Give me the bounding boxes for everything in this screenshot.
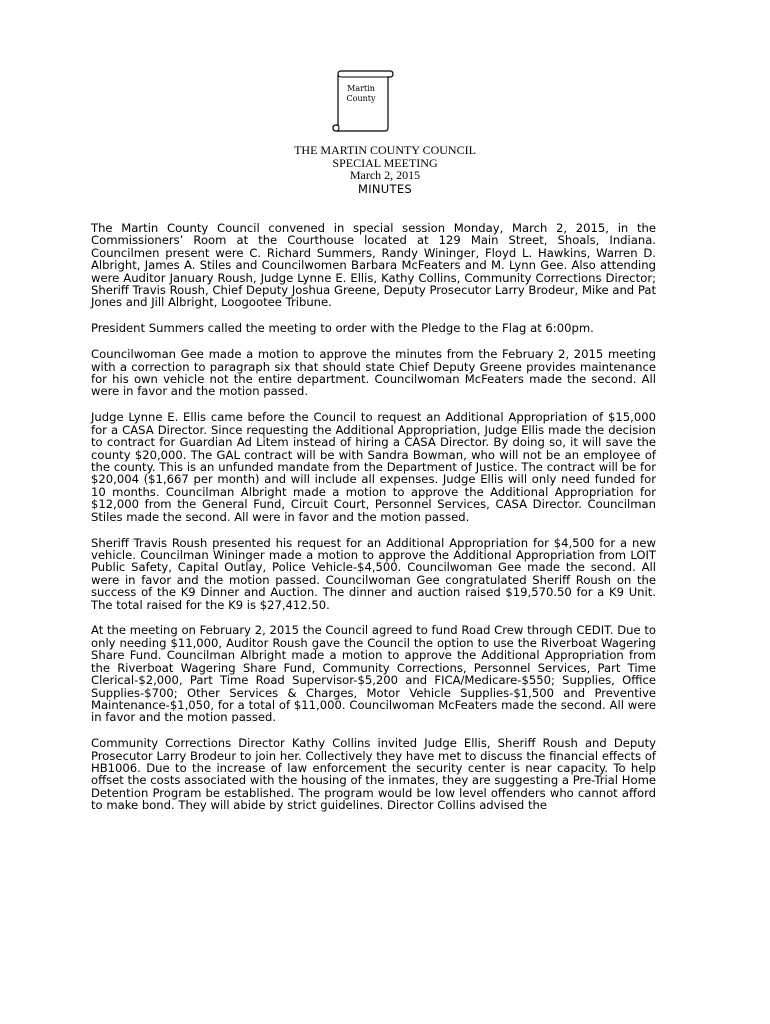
minutes-body	[91, 222, 656, 825]
paragraph-community-corrections: Community Corrections Director Kathy Collins invited Judge Ellis, Sheriff Roush and Deputy Prosecutor Larry Brodeur to join her. Collectively they have met to discuss the financial effects of HB1006. Due to the increase of law enforcement the security center is near capacity. To help offset the costs associated with the housing of the inmates, they are suggesting a Pre-Trial Home Detention Program be established. The program would be low level offenders who cannot afford to make bond. They will abide by strict guidelines. Director Collins advised the	[91, 736, 656, 813]
logo-line-2: County	[346, 94, 376, 103]
minutes-heading: MINUTES	[357, 181, 413, 196]
paragraph-casa-director: Judge Lynne E. Ellis came before the Council to request an Additional Appropriation of $15,000 for a CASA Director. Since requesting the Additional Appropriation, Judge Ellis made the decision to contract for Guardian Ad Litem instead of hiring a CASA Director. By doing so, it will save the county $20,000. The GAL contract will be with Sandra Bowman, who will not be an employee of the county. This is an unfunded mandate from the Department of Justice. The contract will be for $20,004 ($1,667 per month) and will include all expenses. Judge Ellis will only need funded for 10 months. Councilman Albright made a motion to approve the Additional Appropriation for $12,000 from the General Fund, Circuit Court, Personnel Services, CASA Director. Councilman Stiles made the second. All were in favor and the motion passed.	[91, 410, 656, 524]
logo-line-1: Martin	[347, 84, 375, 93]
paragraph-approve-minutes: Councilwoman Gee made a motion to approve the minutes from the February 2, 2015 meeting with a correction to paragraph six that should state Chief Deputy Greene provides maintenance for his own vehicle not the entire department. Councilwoman McFeaters made the second. All were in favor and the motion passed.	[91, 347, 656, 399]
logo-text	[333, 84, 389, 104]
paragraph-call-to-order: President Summers called the meeting to order with the Pledge to the Flag at 6:00pm.	[91, 321, 594, 336]
council-title: THE MARTIN COUNTY COUNCIL	[294, 143, 476, 157]
paragraph-road-crew: At the meeting on February 2, 2015 the Council agreed to fund Road Crew through CEDIT. Due to only needing $11,000, Auditor Roush gave the Council the option to use the Riverboat Wagering Share Fund. Councilman Albright made a motion to approve the Additional Appropriation from the Riverboat Wagering Share Fund, Community Corrections, Personnel Services, Part Time Clerical-$2,000, Part Time Road Supervisor-$5,200 and FICA/Medicare-$550; Supplies, Office Supplies-$700; Other Services & Charges, Motor Vehicle Supplies-$1,500 and Preventive Maintenance-$1,050, for a total of $11,000. Councilwoman McFeaters made the second. All were in favor and the motion passed.	[91, 623, 656, 725]
paragraph-sheriff-vehicle: Sheriff Travis Roush presented his request for an Additional Appropriation for $4,500 for a new vehicle. Councilman Wininger made a motion to approve the Additional Appropriation from LOIT Public Safety, Capital Outlay, Police Vehicle-$4,500. Councilwoman Gee made the second. All were in favor and the motion passed. Councilwoman Gee congratulated Sheriff Roush on the success of the K9 Dinner and Auction. The dinner and auction raised $19,570.50 for a K9 Unit. The total raised for the K9 is $27,412.50.	[91, 535, 656, 612]
document-header	[0, 144, 770, 196]
meeting-type: SPECIAL MEETING	[332, 155, 438, 170]
paragraph-attendance: The Martin County Council convened in special session Monday, March 2, 2015, in the Commissioners’ Room at the Courthouse located at 129 Main Street, Shoals, Indiana. Councilmen present were C. Richard Summers, Randy Wininger, Floyd L. Hawkins, Warren D. Albright, James A. Stiles and Councilwomen Barbara McFeaters and M. Lynn Gee. Also attending were Auditor January Roush, Judge Lynne E. Ellis, Kathy Collins, Community Corrections Director; Sheriff Travis Roush, Chief Deputy Joshua Greene, Deputy Prosecutor Larry Brodeur, Mike and Pat Jones and Jill Albright, Loogootee Tribune.	[91, 221, 656, 310]
meeting-date: March 2, 2015	[349, 168, 421, 182]
